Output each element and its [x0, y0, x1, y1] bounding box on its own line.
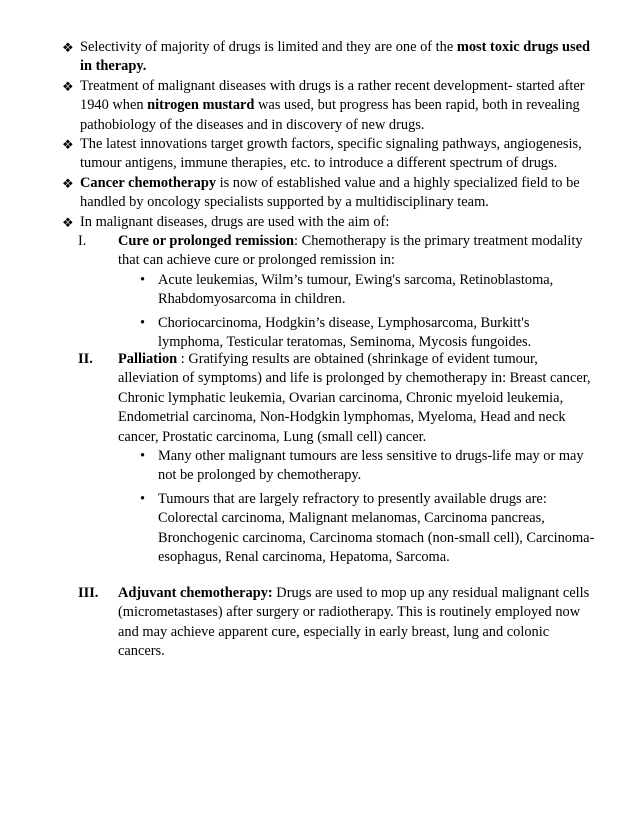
bullet-item: ❖ Treatment of malignant diseases with drugs is a rather recent development- started after 1940 when nitrogen mustard was used, but progress has been rapid, both in revealing pathobiology of the diseases and in discovery of new drugs. [62, 77, 585, 133]
roman-numeral: I. [78, 233, 87, 249]
diamond-bullet-icon: ❖ [62, 175, 74, 191]
list-item: • Acute leukemias, Wilm’s tumour, Ewing's sarcoma, Retinoblastoma, Rhabdomyosarcoma in children. [140, 271, 554, 308]
bullet-item: ❖ Cancer chemotherapy is now of established value and a highly specialized field to be handled by oncology specialists supported by a multidisciplinary team. [62, 174, 580, 211]
aim-text: Cure or prolonged remission: Chemotherapy is the primary treatment modality that can achieve cure or prolonged remission in: [118, 233, 583, 269]
aim-cure [78, 232, 598, 352]
aim-text: Adjuvant chemotherapy: Drugs are used to mop up any residual malignant cells (micrometastases) after surgery or radiotherapy. This is routinely employed now and may achieve apparent cure, especially in early breast, lung and colonic cancers. [118, 585, 590, 660]
aim-sublist [138, 271, 598, 353]
list-item: • Choriocarcinoma, Hodgkin’s disease, Lymphosarcoma, Burkitt's lymphoma, Testicular teratomas, Seminoma, Mycosis fungoides. [140, 314, 532, 351]
list-item: • Tumours that are largely refractory to presently available drugs are: Colorectal carcinoma, Malignant melanomas, Carcinoma pancreas, Bronchogenic carcinoma, Carcinoma stomach (non-small cell), Carcinoma-esophagus, Renal carcinoma, Hepatoma, Sarcoma. [140, 490, 595, 566]
dot-bullet-icon: • [140, 490, 146, 507]
dot-bullet-icon: • [140, 314, 146, 331]
dot-bullet-icon: • [140, 271, 146, 288]
dot-bullet-icon: • [140, 448, 146, 465]
aim-text: Palliation : Gratifying results are obtained (shrinkage of evident tumour, alleviation of symptoms) and life is prolonged by chemotherapy in: Breast cancer, Chronic lymphatic leukemia, Ovarian carcinoma, Chronic myeloid leukemia, Endometrial carcinoma, Non-Hodgkin lymphomas, Myeloma, Head and neck cancer, Prostatic carcinoma, Lung (small cell) cancer. [118, 351, 591, 445]
aim-palliation [78, 350, 598, 567]
roman-numeral: II. [78, 351, 93, 367]
bullet-item: ❖ Selectivity of majority of drugs is limited and they are one of the most toxic drugs used in therapy. [62, 39, 590, 75]
aim-sublist [138, 447, 598, 567]
bullet-list [62, 38, 602, 232]
aim-heading: Palliation [118, 351, 178, 367]
diamond-bullet-icon: ❖ [62, 137, 74, 153]
aim-heading: Cure or prolonged remission [118, 233, 295, 249]
aim-heading: Adjuvant chemotherapy: [118, 585, 273, 601]
list-item: • Many other malignant tumours are less sensitive to drugs-life may or may not be prolonged by chemotherapy. [140, 448, 584, 484]
roman-numeral: III. [78, 585, 99, 601]
diamond-bullet-icon: ❖ [62, 214, 74, 230]
bullet-item: ❖ In malignant diseases, drugs are used with the aim of: [62, 213, 602, 232]
aim-adjuvant [78, 584, 598, 662]
bullet-item: ❖ The latest innovations target growth factors, specific signaling pathways, angiogenesis, tumour antigens, immune therapies, etc. to introduce a different spectrum of drugs. [62, 136, 582, 172]
diamond-bullet-icon: ❖ [62, 78, 74, 94]
diamond-bullet-icon: ❖ [62, 40, 74, 55]
